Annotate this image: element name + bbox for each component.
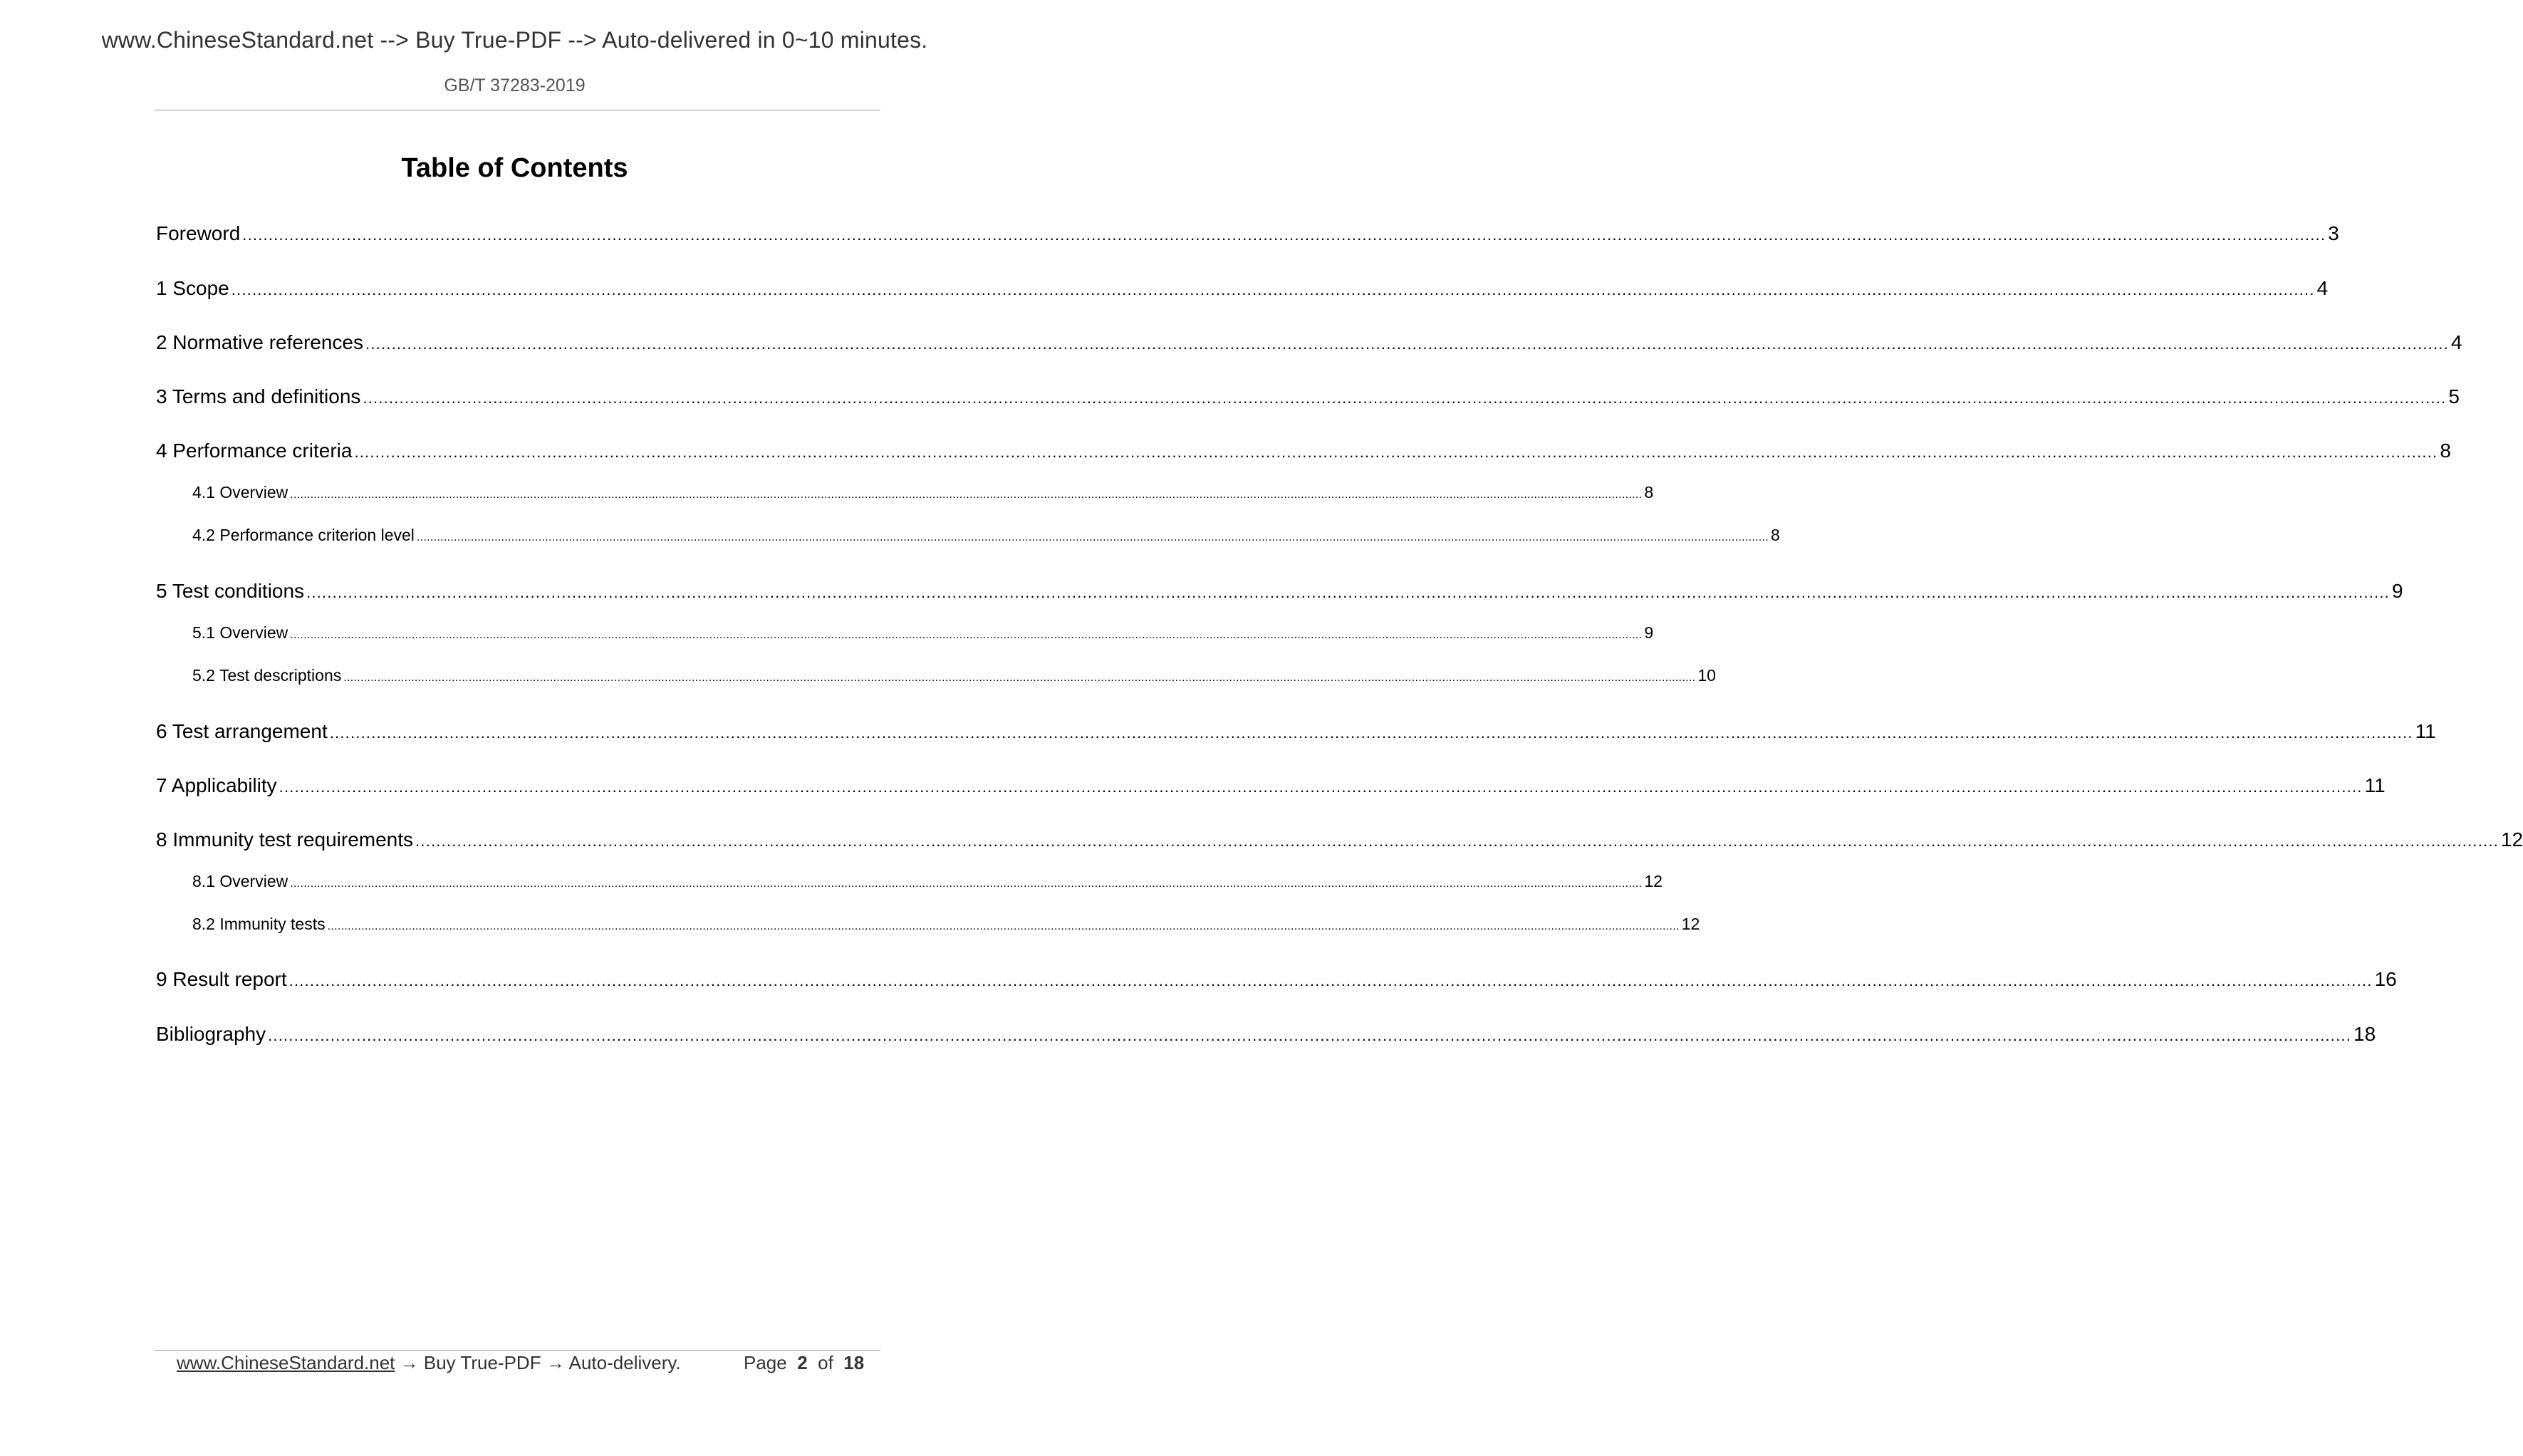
toc-entry-label: 4.2 Performance criterion level (192, 526, 415, 544)
arrow-icon: → (400, 1352, 419, 1373)
toc-entry-page: 8 (2440, 440, 2451, 462)
toc-dot-leader: ................................................................................................................................................................................................................................................................................................................................................................................................................ (329, 724, 2413, 742)
toc-dot-leader: ................................................................................................................................................................................................................................................................................................................................................................................................................ (290, 489, 1643, 501)
toc-dot-leader: ................................................................................................................................................................................................................................................................................................................................................................................................................ (279, 778, 2363, 796)
toc-entry[interactable] (156, 331, 2462, 354)
toc-entry[interactable] (192, 872, 1663, 891)
current-page-number: 2 (797, 1352, 808, 1373)
toc-entry-page: 8 (1644, 483, 1654, 501)
toc-entry-label: 6 Test arrangement (156, 720, 328, 742)
toc-entry-page: 10 (1697, 666, 1716, 685)
toc-entry-page: 12 (1644, 872, 1663, 890)
toc-entry-page: 12 (2500, 828, 2523, 851)
toc-dot-leader: ................................................................................................................................................................................................................................................................................................................................................................................................................ (268, 1026, 2352, 1044)
toc-entry[interactable] (156, 774, 2386, 797)
toc-entry-page: 3 (2328, 222, 2339, 244)
toc-dot-leader: ................................................................................................................................................................................................................................................................................................................................................................................................................ (288, 972, 2373, 989)
toc-entry[interactable] (156, 580, 2403, 603)
toc-entry[interactable] (192, 526, 1780, 545)
toc-dot-leader: ................................................................................................................................................................................................................................................................................................................................................................................................................ (231, 281, 2315, 298)
toc-dot-leader: ................................................................................................................................................................................................................................................................................................................................................................................................................ (290, 878, 1643, 890)
page-word: Page (744, 1352, 787, 1373)
toc-dot-leader: ................................................................................................................................................................................................................................................................................................................................................................................................................ (415, 832, 2499, 850)
toc-entry[interactable] (192, 666, 1716, 685)
toc-entry-page: 11 (2415, 720, 2436, 742)
footer-divider (154, 1350, 880, 1351)
document-code: GB/T 37283-2019 (444, 76, 586, 95)
total-pages-number: 18 (843, 1352, 865, 1373)
toc-entry[interactable] (192, 483, 1654, 502)
toc-dot-leader: ................................................................................................................................................................................................................................................................................................................................................................................................................ (327, 920, 1680, 932)
footer-site-link[interactable]: www.ChineseStandard.net (177, 1352, 395, 1373)
toc-entry-label: 1 Scope (156, 277, 229, 299)
toc-dot-leader: ................................................................................................................................................................................................................................................................................................................................................................................................................ (363, 389, 2447, 407)
toc-dot-leader: ................................................................................................................................................................................................................................................................................................................................................................................................................ (343, 672, 1696, 684)
toc-entry-page: 9 (1644, 623, 1654, 642)
toc-entry-label: 4.1 Overview (192, 483, 288, 501)
toc-dot-leader: ................................................................................................................................................................................................................................................................................................................................................................................................................ (365, 335, 2449, 353)
toc-entry[interactable] (192, 623, 1654, 643)
toc-entry-label: 7 Applicability (156, 774, 277, 796)
toc-entry-page: 8 (1771, 526, 1780, 544)
toc-entry-label: 2 Normative references (156, 331, 364, 353)
toc-entry-page: 16 (2374, 968, 2397, 990)
page-indicator (744, 1352, 864, 1374)
toc-entry-label: 9 Result report (156, 968, 287, 990)
of-word: of (818, 1352, 833, 1373)
toc-entry-label: Foreword (156, 222, 241, 244)
toc-entry-label: 3 Terms and definitions (156, 385, 361, 407)
toc-entry-label: Bibliography (156, 1023, 266, 1045)
toc-entry-page: 9 (2391, 580, 2403, 602)
toc-entry-page: 18 (2353, 1023, 2376, 1045)
top-banner: www.ChineseStandard.net --> Buy True-PDF --> Auto-delivered in 0~10 minutes. (101, 27, 928, 53)
toc-entry[interactable] (156, 828, 2523, 851)
toc-title: Table of Contents (401, 153, 628, 183)
toc-entry-page: 12 (1681, 915, 1700, 933)
toc-entry[interactable] (156, 720, 2436, 743)
toc-entry[interactable] (192, 915, 1700, 934)
toc-entry-page: 11 (2364, 774, 2386, 796)
toc-entry[interactable] (156, 1023, 2376, 1046)
toc-entry-label: 5 Test conditions (156, 580, 305, 602)
toc-dot-leader: ................................................................................................................................................................................................................................................................................................................................................................................................................ (416, 531, 1769, 544)
arrow-icon: → (546, 1352, 565, 1373)
toc-entry[interactable] (156, 385, 2460, 408)
toc-entry[interactable] (156, 277, 2329, 300)
toc-dot-leader: ................................................................................................................................................................................................................................................................................................................................................................................................................ (354, 443, 2438, 461)
toc-dot-leader: ................................................................................................................................................................................................................................................................................................................................................................................................................ (290, 629, 1643, 641)
toc-entry[interactable] (156, 968, 2397, 991)
toc-entry-label: 5.1 Overview (192, 623, 288, 642)
toc-dot-leader: ................................................................................................................................................................................................................................................................................................................................................................................................................ (306, 583, 2390, 601)
toc-entry-label: 8.1 Overview (192, 872, 288, 890)
toc-dot-leader: ................................................................................................................................................................................................................................................................................................................................................................................................................ (242, 226, 2326, 244)
toc-entry-label: 4 Performance criteria (156, 440, 353, 462)
footer-delivery-text: Auto-delivery. (568, 1352, 681, 1373)
toc-entry-label: 5.2 Test descriptions (192, 666, 342, 685)
toc-entry[interactable] (156, 222, 2339, 245)
toc-entry-label: 8 Immunity test requirements (156, 828, 414, 851)
toc-entry-page: 4 (2316, 277, 2329, 299)
footer-note (177, 1352, 681, 1374)
toc-entry-label: 8.2 Immunity tests (192, 915, 326, 933)
toc-entry[interactable] (156, 440, 2451, 462)
footer-buy-text: Buy True-PDF (423, 1352, 541, 1373)
toc-entry-page: 5 (2448, 385, 2460, 407)
toc-entry-page: 4 (2450, 331, 2462, 353)
